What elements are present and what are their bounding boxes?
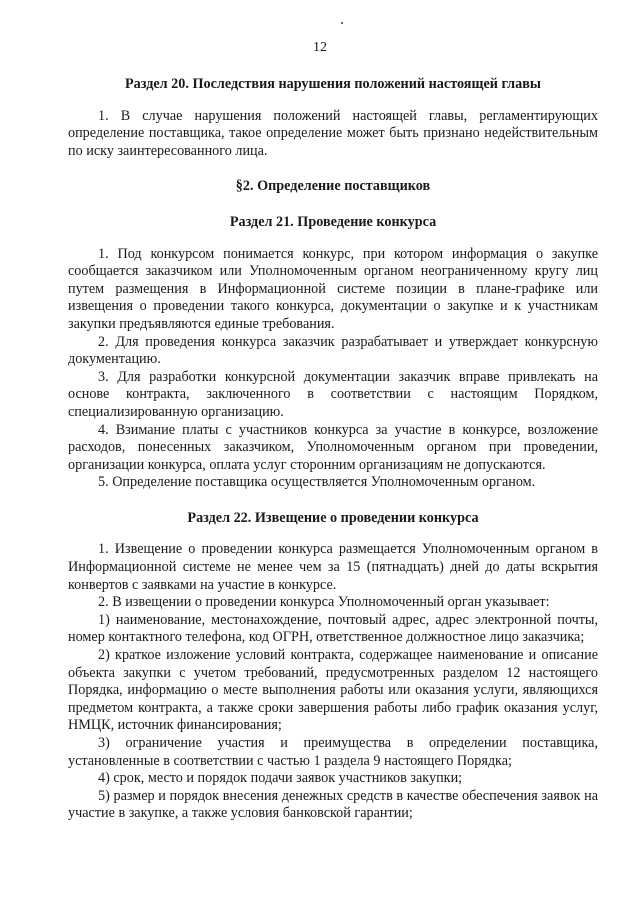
section-21-paragraph: 4. Взимание платы с участников конкурса за участие в конкурсе, возложение расходов, понесенных заказчиком, Уполномоченным органом при проведении, организации конкурса, оплата услуг сторонним организациям не допускаются. <box>68 421 598 473</box>
section-21-paragraph: 1. Под конкурсом понимается конкурс, при котором информация о закупке сообщается заказчиком или Уполномоченным органом неограниченному кругу лиц путем размещения в Информационной системе позиции в плане-графике или извещения о проведении такого конкурса, документации о закупке и к участникам закупки предъявляются единые требования. <box>68 245 598 332</box>
section-22-paragraph: 2. В извещении о проведении конкурса Уполномоченный орган указывает: <box>98 594 550 611</box>
section-21-paragraph: 5. Определение поставщика осуществляется Уполномоченным органом. <box>98 474 536 491</box>
scan-dot-mark <box>341 22 343 24</box>
section-21-heading: Раздел 21. Проведение конкурса <box>229 213 437 230</box>
section-22-paragraph: 1. Извещение о проведении конкурса размещается Уполномоченным органом в Информационной системе не менее чем за 15 (пятнадцать) дней до даты вскрытия конвертов с заявками на участие в конкурсе. <box>68 541 598 593</box>
chapter-2-heading: §2. Определение поставщиков <box>235 178 431 195</box>
section-20-heading: Раздел 20. Последствия нарушения положений настоящей главы <box>125 76 541 92</box>
section-21-paragraph: 2. Для проведения конкурса заказчик разрабатывает и утверждает конкурсную документацию. <box>68 333 598 368</box>
section-22-list-item: 3) ограничение участия и преимущества в определении поставщика, установленные в соответствии с частью 1 раздела 9 настоящего Порядка; <box>68 735 598 769</box>
section-22-heading: Раздел 22. Извещение о проведении конкурса <box>187 509 479 526</box>
section-22-list-item: 1) наименование, местонахождение, почтовый адрес, адрес электронной почты, номер контактного телефона, код ОГРН, ответственное должностное лицо заказчика; <box>68 611 598 646</box>
section-21-paragraph: 3. Для разработки конкурсной документации заказчик вправе привлекать на основе контракта, заключенного в соответствии с настоящим Порядком, специализированную организацию. <box>68 368 598 420</box>
section-22-list-item: 2) краткое изложение условий контракта, содержащее наименование и описание объекта закупки с учетом требований, предусмотренных разделом 12 настоящего Порядка, информацию о месте выполнения работы или оказания услуги, являющихся предметом контракта, а также сроки завершения работы либо график оказания услуг, НМЦК, источник финансирования; <box>68 647 598 734</box>
page-number: 12 <box>313 40 327 55</box>
section-22-list-item: 4) срок, место и порядок подачи заявок участников закупки; <box>98 770 463 787</box>
document-body <box>68 76 598 823</box>
section-20-paragraph: 1. В случае нарушения положений настоящей главы, регламентирующих определение поставщика, такое определение может быть признано недействительным по иску заинтересованного лица. <box>68 107 598 159</box>
section-22-list-item: 5) размер и порядок внесения денежных средств в качестве обеспечения заявок на участие в закупке, а также условия банковской гарантии; <box>68 787 598 822</box>
